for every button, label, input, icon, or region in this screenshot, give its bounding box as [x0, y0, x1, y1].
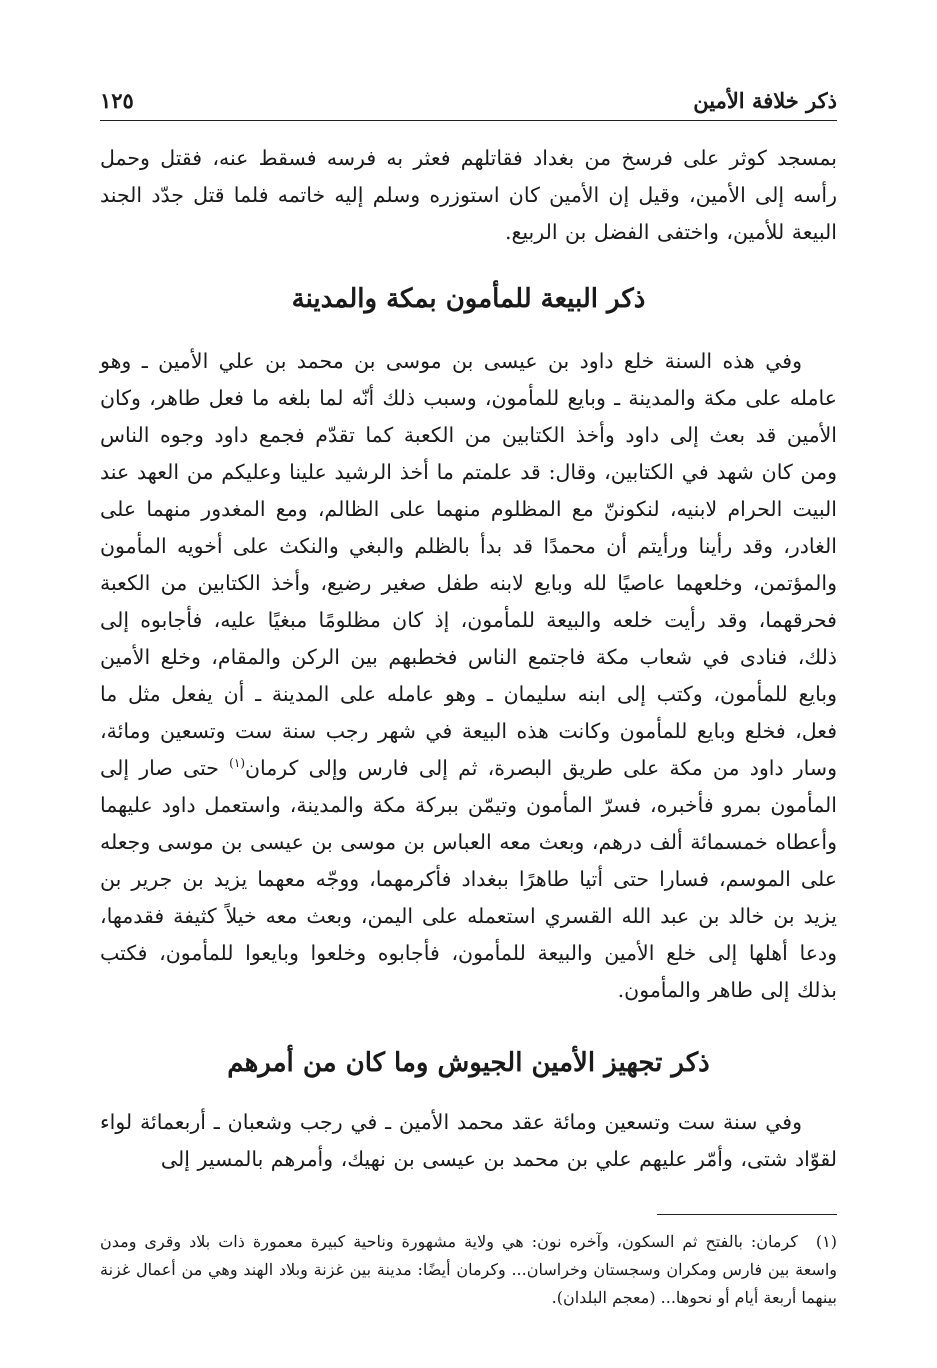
footnote-reference[interactable]: (١) [229, 756, 245, 771]
footnote-separator [657, 1214, 837, 1215]
footnote-number: (١) [815, 1232, 837, 1251]
section1-paragraph-block [100, 343, 837, 1009]
section1-paragraph [100, 343, 837, 1009]
running-title: ذكر خلافة الأمين [693, 87, 837, 113]
footnote [100, 1228, 837, 1312]
page-number: ١٢٥ [100, 87, 134, 113]
intro-paragraph-block [100, 140, 837, 251]
footnote-text: كرمان: بالفتح ثم السكون، وآخره نون: هي ولاية مشهورة وناحية كبيرة معمورة ذات بلاد وقرى ومدن واسعة بين فارس ومكران وسجستان وخراسان... وكرمان أيضًا: مدينة بين غزنة وبلاد الهند وهي من أعمال غزنة بينهما أربعة أيام أو نحوها... (معجم البلدان). [100, 1232, 837, 1307]
intro-paragraph: بمسجد كوثر على فرسخ من بغداد فقاتلهم فعثر به فرسه فسقط عنه، فقتل وحمل رأسه إلى الأمين، وقيل إن الأمين كان استوزره وسلم إليه خاتمه فلما قتل جدّد الجند البيعة للأمين، واختفى الفضل بن الربيع. [100, 146, 837, 244]
section2-paragraph-block [100, 1104, 837, 1178]
section2-paragraph: وفي سنة ست وتسعين ومائة عقد محمد الأمين ـ في رجب وشعبان ـ أربعمائة لواء لقوّاد شتى، وأمّر عليهم علي بن محمد بن عيسى بن نهيك، وأمرهم بالمسير إلى [100, 1110, 837, 1171]
section1-text-part2: حتى صار إلى المأمون بمرو فأخبره، فسرّ المأمون وتيمّن ببركة مكة والمدينة، واستعمل داود عليهما وأعطاه خمسمائة ألف درهم، وبعث معه العباس بن موسى بن عيسى بن موسى وجعله على الموسم، فسارا حتى أتيا طاهرًا ببغداد فأكرمهما، ووجّه معهما يزيد بن جرير بن يزيد بن خالد بن عبد الله القسري استعمله على اليمن، وبعث معه خيلاً كثيفة فقدمها، ودعا أهلها إلى خلع الأمين والبيعة للمأمون، فأجابوه وخلعوا وبايعوا للمأمون، فكتب بذلك إلى طاهر والمأمون. [100, 756, 837, 1002]
page-header [100, 80, 837, 121]
section1-text-part1: وفي هذه السنة خلع داود بن عيسى بن موسى بن محمد بن علي الأمين ـ وهو عامله على مكة والمدينة ـ وبايع للمأمون، وسبب ذلك أنّه لما بلغه ما فعل طاهر، وكان الأمين قد بعث إلى داود وأخذ الكتابين من الكعبة كما تقدّم فجمع داود وجوه الناس ومن كان شهد في الكتابين، وقال: قد علمتم ما أخذ الرشيد علينا وعليكم من العهد عند البيت الحرام لابنيه، لنكوننّ مع المظلوم منهما على الظالم، ومع المغدور منهما على الغادر، وقد رأينا ورأيتم أن محمدًا قد بدأ بالظلم والبغي والنكث على أخويه المأمون والمؤتمن، وخلعهما عاصيًا لله وبايع لابنه طفل صغير رضيع، وأخذ الكتابين من الكعبة فحرقهما، وقد رأيت خلعه والبيعة للمأمون، إذ كان مظلومًا مبغيًا عليه، فأجابوه إلى ذلك، فنادى في شعاب مكة فاجتمع الناس فخطبهم بين الركن والمقام، وخلع الأمين وبايع للمأمون، وكتب إلى ابنه سليمان ـ وهو عامله على المدينة ـ أن يفعل مثل ما فعل، فخلع وبايع للمأمون وكانت هذه البيعة في شهر رجب سنة ست وتسعين ومائة، وسار داود من مكة على طريق البصرة، ثم إلى فارس وإلى كرمان [100, 349, 838, 780]
section-heading-bayaa: ذكر البيعة للمأمون بمكة والمدينة [291, 284, 646, 314]
section-heading-armies: ذكر تجهيز الأمين الجيوش وما كان من أمرهم [227, 1048, 710, 1078]
